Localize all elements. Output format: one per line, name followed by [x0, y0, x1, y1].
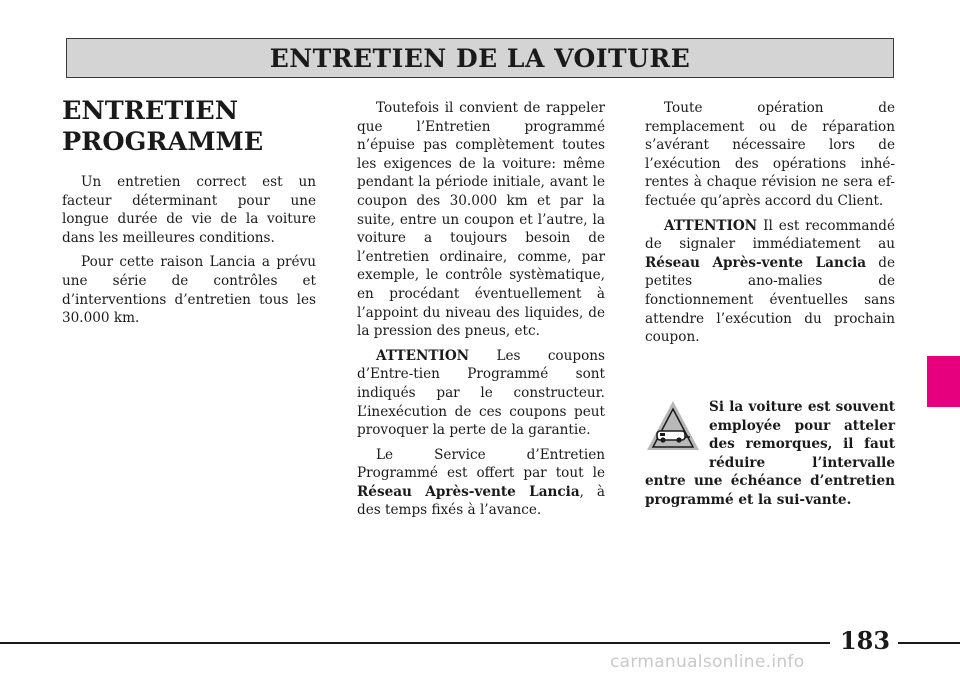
column-left	[62, 173, 316, 334]
footer-rule	[898, 642, 960, 644]
column-middle	[357, 99, 605, 526]
paragraph: Un entretien correct est un facteur déterminant pour une longue durée de vie de la voiture dans les meilleures conditions.	[62, 174, 316, 246]
section-title: ENTRETIEN PROGRAMME	[62, 96, 264, 157]
header-title: ENTRETIEN DE LA VOITURE	[269, 43, 691, 73]
warning-note	[645, 398, 895, 510]
text-segment: Le Service d’Entretien Programmé est offert par tout le	[357, 446, 605, 482]
column-right	[645, 99, 895, 353]
warning-text: Si la voiture est souvent employée pour atteler des remorques, il faut réduire l’intervalle entre une échéance d’entretien programmé et la sui-vante.	[645, 399, 895, 508]
attention-text: Les coupons d’Entre-tien Programmé sont indiqués par le constructeur. L’inexécution de ces coupons peut provoquer la perte de la garantie.	[357, 347, 605, 439]
paragraph: Toute opération de remplacement ou de réparation s’avérant nécessaire lors de l’exécution des opérations inhé-rentes à chaque révision ne sera ef-fectuée qu’après accord du Client.	[645, 100, 895, 209]
paragraph: Pour cette raison Lancia a prévu une série de contrôles et d’interventions d’entretien tous les 30.000 km.	[62, 254, 316, 327]
page-number: 183	[839, 626, 891, 655]
paragraph: Toutefois il convient de rappeler que l’Entretien programmé n’épuise pas complètement toutes les exigences de la voiture: même pendant la période initiale, avant le coupon des 30.000 km et par la suite, entre un coupon et l’autre, la voiture a toujours besoin de l’entretien ordinaire, comme, par exemple, le contrôle systèmatique, en procédant éventuellement à l’appoint du niveau des liquides, de la pression des pneus, etc.	[357, 100, 605, 340]
watermark: carmanualsonline.info	[610, 652, 805, 672]
chapter-tab	[927, 356, 960, 407]
trailer-warning-icon	[645, 398, 701, 454]
text-segment: de petites ano-malies de fonctionnement éventuelles sans attendre l’exécution du prochain coupon.	[645, 254, 895, 346]
paragraph	[357, 446, 605, 520]
attention-label: ATTENTION	[664, 217, 758, 234]
network-name: Réseau Après-vente Lancia	[645, 254, 867, 271]
attention-text: Il est recommandé de signaler immédiatement au	[645, 217, 895, 253]
network-name: Réseau Après-vente Lancia	[357, 483, 580, 500]
paragraph-attention	[357, 347, 605, 440]
footer-rule	[0, 642, 830, 644]
header-bar	[66, 38, 894, 78]
attention-label: ATTENTION	[376, 347, 470, 364]
paragraph-attention	[645, 217, 895, 347]
text-segment: , à des temps fixés à l’avance.	[357, 483, 605, 519]
